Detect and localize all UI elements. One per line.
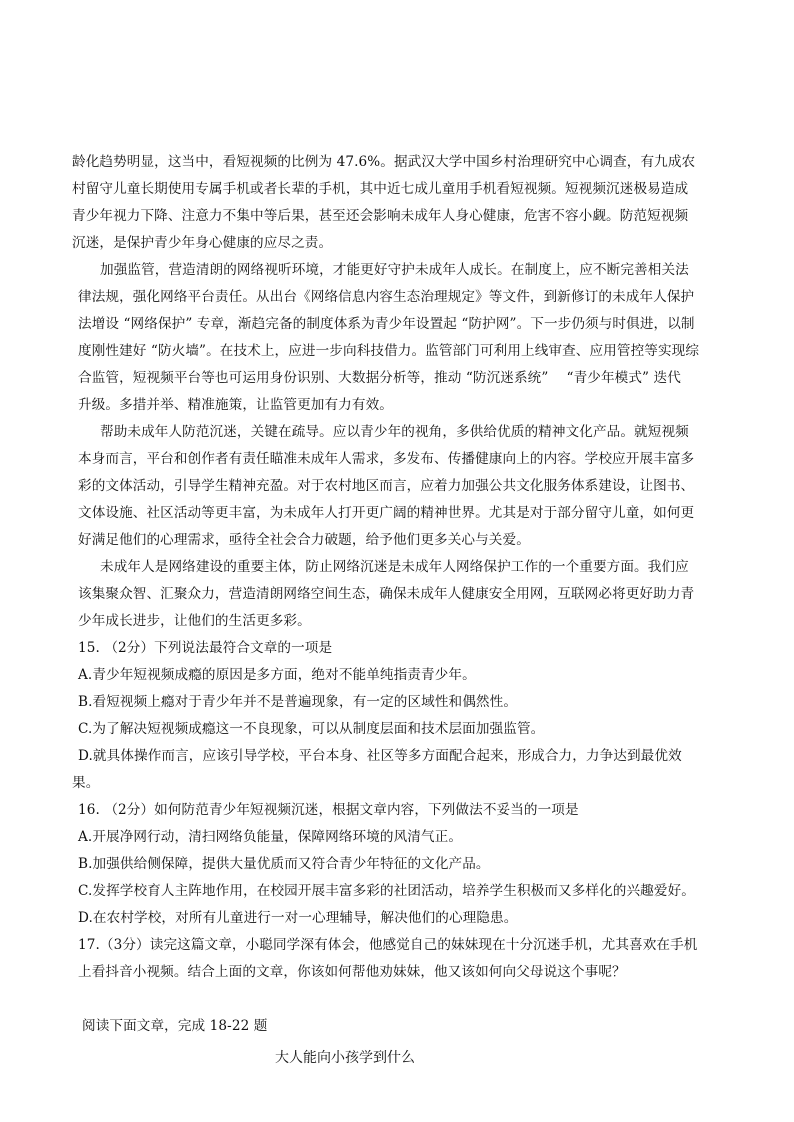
paragraph-1-line-4: 沉迷，是保护青少年身心健康的应尽之责。 — [72, 235, 333, 251]
paragraph-3-line-5: 好满足他们的心理需求，亟待全社会合力破题，给予他们更多关心与关爱。 — [78, 532, 530, 548]
question-15-stem: 15. （2分）下列说法最符合文章的一项是 — [78, 640, 333, 656]
paragraph-3-line-2: 本身而言，平台和创作者有责任瞄准未成年人需求，多发布、传播健康向上的内容。学校应开展丰富多 — [78, 451, 695, 467]
paragraph-2-line-6: 升级。多措并举、精准施策，让监管更加有力有效。 — [78, 397, 393, 413]
question-15-option-d: D.就具体操作而言，应该引导学校，平台本身、社区等多方面配合起来，形成合力，力争达到最优效 — [78, 748, 682, 764]
paragraph-2-line-4: 度刚性建好 “防火墙”。在技术上，应进一步向科技借力。监管部门可利用上线审查、应用管控等实现综 — [78, 343, 700, 359]
paragraph-1-line-1: 龄化趋势明显，这当中，看短视频的比例为 47.6%。据武汉大学中国乡村治理研究中心调查，有九成农 — [72, 154, 696, 170]
paragraph-2-line-5: 合监管，短视频平台等也可运用身份识别、大数据分析等，推动 “防沉迷系统” “青少年模式” 迭代 — [78, 370, 681, 386]
paragraph-2-line-3: 法增设 “网络保护” 专章，渐趋完备的制度体系为青少年设置起 “防护网”。下一步仍须与时俱进，以制 — [78, 316, 695, 332]
question-17-line-2: 上看抖音小视频。结合上面的文章，你该如何帮他劝妹妹，他又该如何向父母说这个事呢？ — [78, 964, 626, 980]
paragraph-4-line-2: 该集聚众智、汇聚众力，营造清朗网络空间生态，确保未成年人健康安全用网，互联网必将更好助力青 — [78, 586, 695, 602]
next-section-instruction: 阅读下面文章，完成 18-22 题 — [82, 1018, 268, 1034]
question-16-option-b: B.加强供给侧保障，提供大量优质而又符合青少年特征的文化产品。 — [78, 856, 490, 872]
question-17-line-1: 17.（3分）读完这篇文章，小聪同学深有体会，他感觉自己的妹妹现在十分沉迷手机，尤其喜欢在手机 — [78, 937, 698, 953]
paragraph-3-line-3: 彩的文体活动，引导学生精神充盈。对于农村地区而言，应着力加强公共文化服务体系建设，让图书、 — [78, 478, 695, 494]
paragraph-4-line-3: 少年成长进步，让他们的生活更多彩。 — [78, 613, 311, 629]
paragraph-3-line-4: 文体设施、社区活动等更丰富，为未成年人打开更广阔的精神世界。尤其是对于部分留守儿童，如何更 — [78, 505, 695, 521]
paragraph-1-line-3: 青少年视力下降、注意力不集中等后果，甚至还会影响未成年人身心健康，危害不容小觑。防范短视频 — [72, 208, 689, 224]
paragraph-2-line-2: 律法规，强化网络平台责任。从出台《网络信息内容生态治理规定》等文件，到新修订的未成年人保护 — [78, 289, 695, 305]
paragraph-4-line-1: 未成年人是网络建设的重要主体，防止网络沉迷是未成年人网络保护工作的一个重要方面。我们应 — [100, 559, 689, 575]
question-15-option-d-continued: 果。 — [72, 775, 100, 791]
question-15-option-c: C.为了解决短视频成瘾这一不良现象，可以从制度层面和技术层面加强监管。 — [78, 721, 545, 737]
question-16-option-a: A.开展净网行动，清扫网络负能量，保障网络环境的风清气正。 — [78, 829, 463, 845]
question-16-stem: 16. （2分）如何防范青少年短视频沉迷，根据文章内容，下列做法不妥当的一项是 — [78, 802, 579, 818]
question-16-option-d: D.在农村学校，对所有儿童进行一对一心理辅导，解决他们的心理隐患。 — [78, 910, 518, 926]
paragraph-2-line-1: 加强监管，营造清朗的网络视听环境，才能更好守护未成年人成长。在制度上，应不断完善相关法 — [100, 262, 689, 278]
question-15-option-a: A.青少年短视频成瘾的原因是多方面，绝对不能单纯指责青少年。 — [78, 667, 476, 683]
paragraph-3-line-1: 帮助未成年人防范沉迷，关键在疏导。应以青少年的视角，多供给优质的精神文化产品。就短视频 — [100, 424, 689, 440]
question-16-option-c: C.发挥学校育人主阵地作用，在校园开展丰富多彩的社团活动，培养学生积极而又多样化的兴趣爱好。 — [78, 883, 695, 899]
next-article-title: 大人能向小孩学到什么 — [275, 1050, 415, 1066]
paragraph-1-line-2: 村留守儿童长期使用专属手机或者长辈的手机，其中近七成儿童用手机看短视频。短视频沉迷极易造成 — [72, 181, 689, 197]
question-15-option-b: B.看短视频上瘾对于青少年并不是普遍现象，有一定的区域性和偶然性。 — [78, 694, 518, 710]
